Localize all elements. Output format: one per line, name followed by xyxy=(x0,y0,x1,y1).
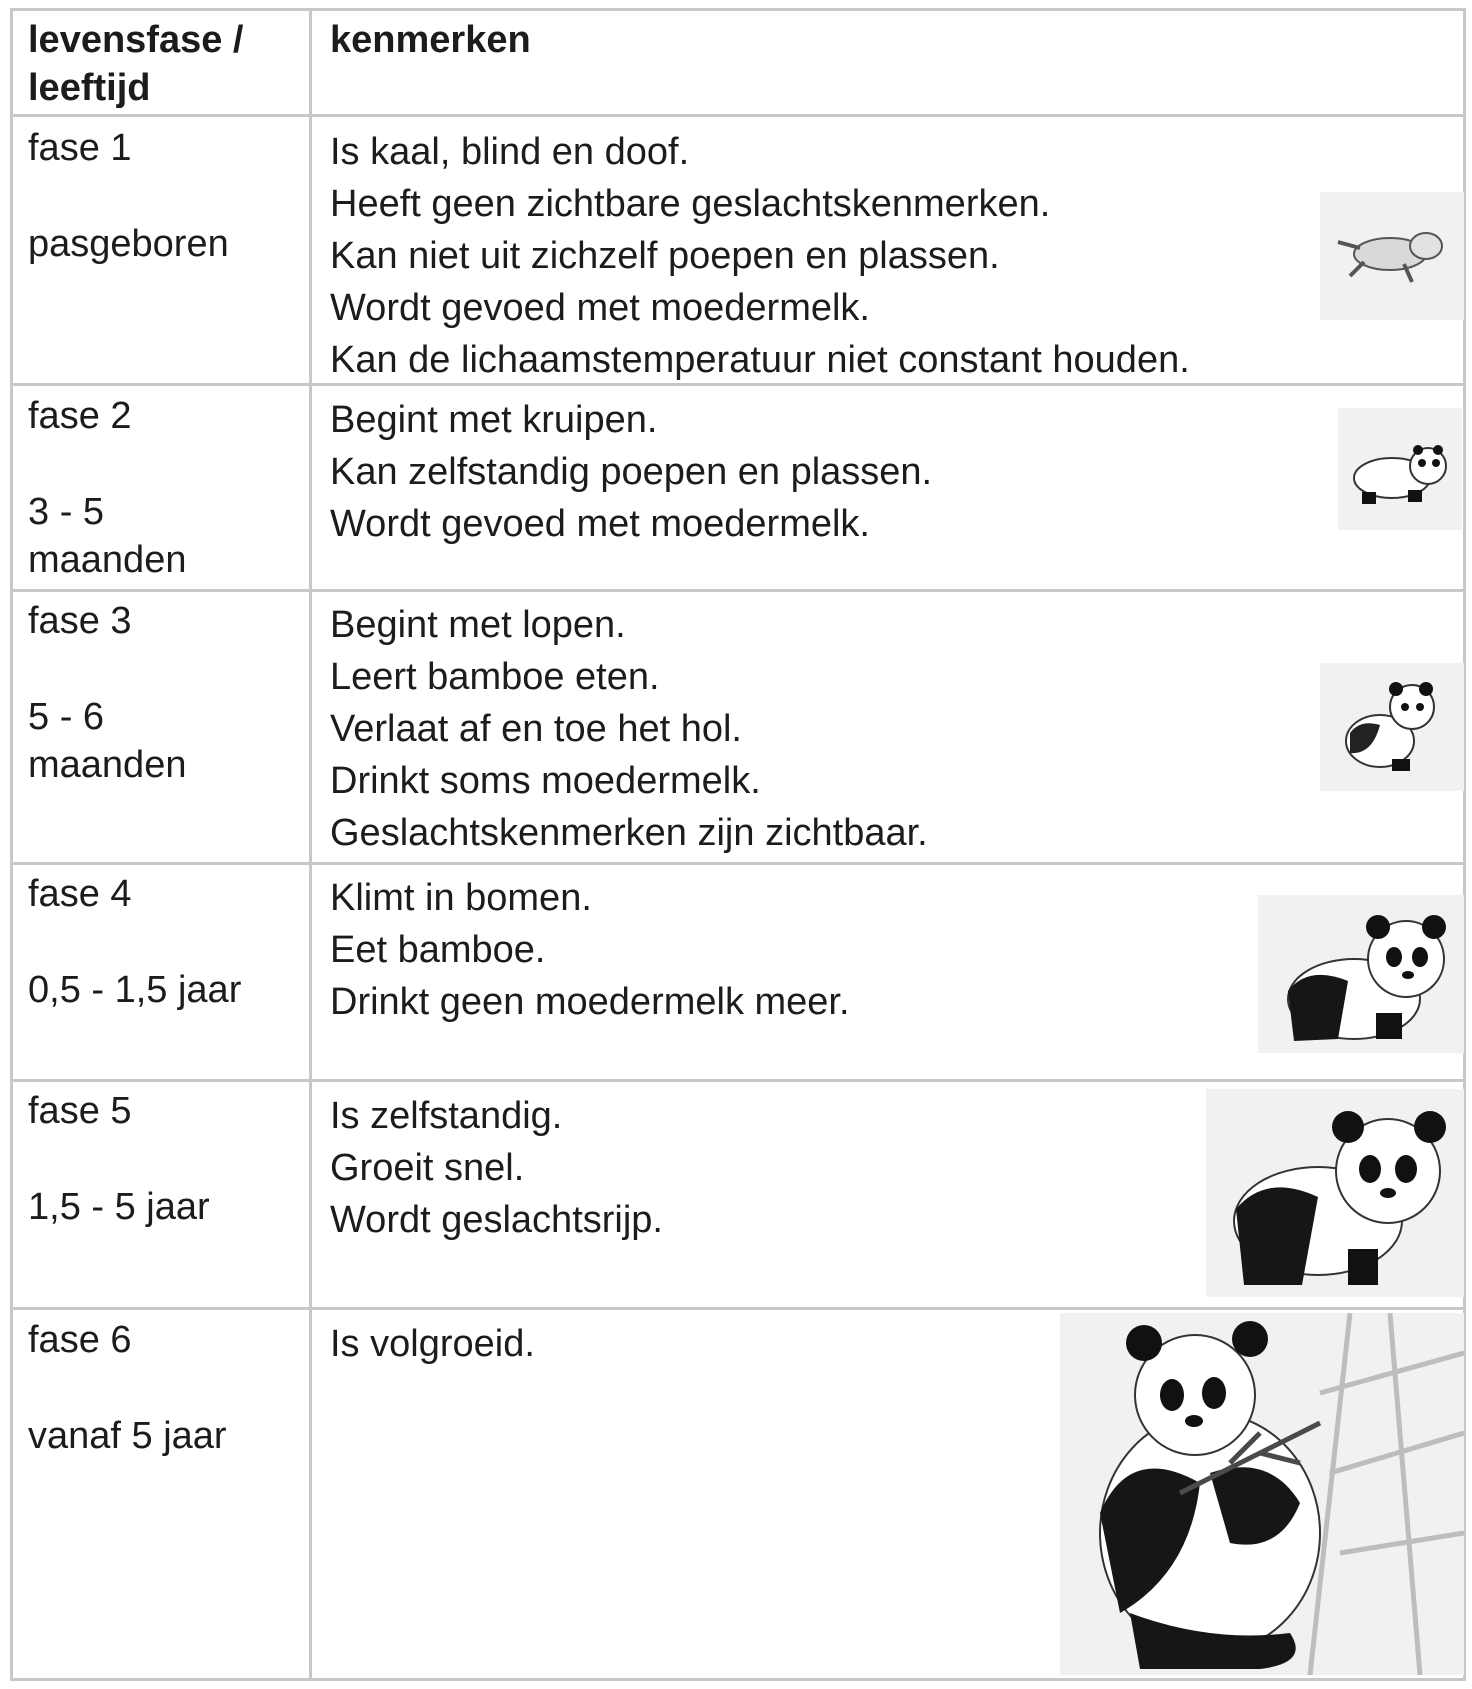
trait-item: Is volgroeid. xyxy=(330,1323,535,1365)
age-label: vanaf 5 jaar xyxy=(28,1415,227,1457)
trait-item: Is zelfstandig. xyxy=(330,1095,563,1137)
trait-item: Eet bamboe. xyxy=(330,929,546,971)
row-divider xyxy=(10,589,1466,592)
trait-item: Is kaal, blind en doof. xyxy=(330,131,690,173)
header-life-stage-line: levensfase / xyxy=(28,19,244,61)
table-border-bottom xyxy=(10,1678,1466,1681)
trait-item: Wordt gevoed met moedermelk. xyxy=(330,503,870,545)
header-life-stage xyxy=(28,16,298,112)
trait-item: Kan zelfstandig poepen en plassen. xyxy=(330,451,933,493)
trait-item: Begint met kruipen. xyxy=(330,399,658,441)
row-divider xyxy=(10,1307,1466,1310)
young-panda-icon xyxy=(1258,895,1464,1053)
age-range: 3 - 5 xyxy=(28,491,105,533)
phase-label: fase 6 xyxy=(28,1319,132,1361)
traits-list xyxy=(330,126,1450,386)
trait-item: Wordt geslachtsrijp. xyxy=(330,1199,663,1241)
row-divider xyxy=(10,862,1466,865)
trait-item: Verlaat af en toe het hol. xyxy=(330,708,742,750)
phase-label: fase 2 xyxy=(28,395,132,437)
trait-item: Drinkt soms moedermelk. xyxy=(330,760,761,802)
trait-item: Klimt in bomen. xyxy=(330,877,592,919)
row-divider xyxy=(10,1079,1466,1082)
age-range: 5 - 6 xyxy=(28,696,105,738)
trait-item: Heeft geen zichtbare geslachtskenmerken. xyxy=(330,183,1051,225)
table-border-left xyxy=(10,8,13,1681)
sitting-panda-cub-icon xyxy=(1320,663,1464,791)
trait-item: Groeit snel. xyxy=(330,1147,525,1189)
phase-label: fase 5 xyxy=(28,1090,132,1132)
table-border-top xyxy=(10,8,1466,11)
age-label: 0,5 - 1,5 jaar xyxy=(28,969,242,1011)
age-unit: maanden xyxy=(28,539,187,581)
header-characteristics: kenmerken xyxy=(330,19,531,61)
juvenile-panda-icon xyxy=(1206,1089,1464,1297)
phase-label: fase 3 xyxy=(28,600,132,642)
trait-item: Wordt gevoed met moedermelk. xyxy=(330,287,870,329)
phase-label: fase 4 xyxy=(28,873,132,915)
header-age-line: leeftijd xyxy=(28,67,151,109)
age-unit: maanden xyxy=(28,744,187,786)
trait-item: Kan de lichaamstemperatuur niet constant houden. xyxy=(330,339,1190,381)
age-label: pasgeboren xyxy=(28,223,229,265)
phase-label: fase 1 xyxy=(28,127,132,169)
traits-list xyxy=(330,599,1450,859)
trait-item: Geslachtskenmerken zijn zichtbaar. xyxy=(330,812,928,854)
trait-item: Kan niet uit zichzelf poepen en plassen. xyxy=(330,235,1000,277)
crawling-panda-cub-icon xyxy=(1338,408,1462,530)
age-label: 1,5 - 5 jaar xyxy=(28,1186,210,1228)
trait-item: Leert bamboe eten. xyxy=(330,656,660,698)
column-divider xyxy=(309,8,312,1681)
newborn-panda-icon xyxy=(1320,192,1464,320)
traits-list xyxy=(330,394,1450,550)
row-divider xyxy=(10,114,1466,117)
age-label xyxy=(28,693,298,789)
trait-item: Drinkt geen moedermelk meer. xyxy=(330,981,850,1023)
adult-panda-with-bamboo-icon xyxy=(1060,1313,1464,1675)
age-label xyxy=(28,488,298,584)
trait-item: Begint met lopen. xyxy=(330,604,626,646)
